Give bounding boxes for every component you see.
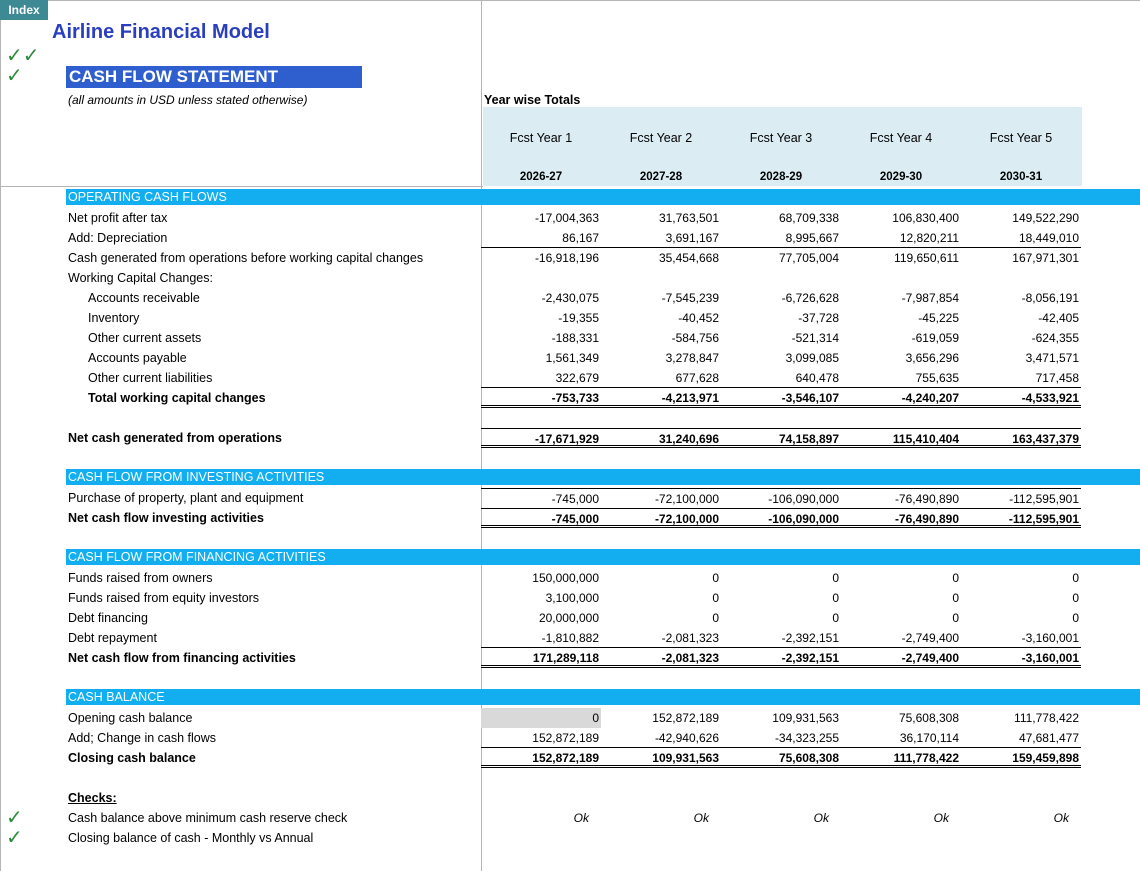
cell-cash-before-wc[interactable]: 167,971,301 — [1012, 251, 1079, 265]
year-header: 2028-29 — [759, 171, 803, 183]
cell-funds-owners[interactable]: 150,000,000 — [532, 571, 599, 585]
index-button[interactable]: Index — [0, 0, 48, 20]
cell-closing-cash[interactable]: 75,608,308 — [721, 748, 841, 768]
check-result: Ok — [573, 811, 589, 825]
cell-other-current-assets[interactable]: -188,331 — [551, 331, 599, 345]
cell-net-cash-ops[interactable]: 74,158,897 — [721, 428, 841, 448]
cell-inventory[interactable]: -19,355 — [558, 311, 599, 325]
cell-net-profit[interactable]: 149,522,290 — [1012, 211, 1079, 225]
row-label-funds-equity: Funds raised from equity investors — [68, 591, 260, 605]
year-header: 2027-28 — [639, 171, 683, 183]
check-icon: ✓ — [6, 827, 23, 849]
row-label-wc-changes: Working Capital Changes: — [68, 271, 213, 285]
cell-debt-repayment[interactable]: -2,749,400 — [841, 628, 961, 648]
cell-funds-equity[interactable]: 3,100,000 — [545, 591, 599, 605]
cell-depreciation[interactable]: 18,449,010 — [961, 228, 1081, 248]
row-label-net-investing: Net cash flow investing activities — [68, 511, 264, 525]
cell-other-current-liabilities[interactable]: 717,458 — [961, 368, 1081, 388]
cell-debt-financing[interactable]: 0 — [832, 611, 839, 625]
cell-inventory[interactable]: -40,452 — [678, 311, 719, 325]
cell-opening-cash[interactable]: 0 — [481, 708, 601, 728]
row-label-net-cash-ops: Net cash generated from operations — [68, 431, 282, 445]
cell-net-cash-ops[interactable]: -17,671,929 — [481, 428, 601, 448]
cell-net-financing[interactable]: -2,749,400 — [841, 648, 961, 668]
cell-accounts-receivable[interactable]: -8,056,191 — [1021, 291, 1079, 305]
cell-other-current-assets[interactable]: -584,756 — [671, 331, 719, 345]
cell-funds-owners[interactable]: 0 — [712, 571, 719, 585]
row-label-funds-owners: Funds raised from owners — [68, 571, 213, 585]
cell-change-cash[interactable]: 152,872,189 — [481, 728, 601, 748]
cell-other-current-assets[interactable]: -521,314 — [791, 331, 839, 345]
cell-depreciation[interactable]: 12,820,211 — [841, 228, 961, 248]
cell-other-current-liabilities[interactable]: 677,628 — [601, 368, 721, 388]
cell-other-current-liabilities[interactable]: 322,679 — [481, 368, 601, 388]
check-row-label: Cash balance above minimum cash reserve check — [68, 811, 348, 825]
column-header: Fcst Year 2 — [629, 131, 693, 145]
cell-depreciation[interactable]: 86,167 — [481, 228, 601, 248]
cell-change-cash[interactable]: -42,940,626 — [601, 728, 721, 748]
double-check-icon: ✓✓ — [6, 45, 40, 67]
check-result: Ok — [1053, 811, 1069, 825]
column-header: Fcst Year 4 — [869, 131, 933, 145]
left-border — [0, 0, 1, 871]
check-row-label: Closing balance of cash - Monthly vs Annual — [68, 831, 314, 845]
cell-closing-cash[interactable]: 109,931,563 — [601, 748, 721, 768]
cell-net-investing[interactable]: -112,595,901 — [961, 508, 1081, 528]
check-icon: ✓ — [6, 807, 23, 829]
cell-debt-financing[interactable]: 20,000,000 — [538, 611, 599, 625]
cell-total-wc[interactable]: -4,213,971 — [601, 388, 721, 408]
cell-debt-repayment[interactable]: -2,392,151 — [721, 628, 841, 648]
cell-ppe[interactable]: -72,100,000 — [601, 488, 721, 508]
page-subtitle: (all amounts in USD unless stated otherwise) — [68, 93, 308, 107]
cell-debt-financing[interactable]: 0 — [1072, 611, 1079, 625]
cell-debt-repayment[interactable]: -3,160,001 — [961, 628, 1081, 648]
cell-net-profit[interactable]: 31,763,501 — [658, 211, 719, 225]
cell-other-current-liabilities[interactable]: 755,635 — [841, 368, 961, 388]
column-header: Fcst Year 1 — [509, 131, 573, 145]
cell-cash-before-wc[interactable]: 77,705,004 — [778, 251, 839, 265]
cell-net-financing[interactable]: -2,392,151 — [721, 648, 841, 668]
row-label-debt-financing: Debt financing — [68, 611, 148, 625]
year-header: 2030-31 — [999, 171, 1043, 183]
row-label-cash-before-wc: Cash generated from operations before working capital changes — [68, 251, 424, 265]
section-label-investing: CASH FLOW FROM INVESTING ACTIVITIES — [68, 470, 325, 484]
row-label-net-profit: Net profit after tax — [68, 211, 168, 225]
cell-funds-owners[interactable]: 0 — [1072, 571, 1079, 585]
row-label-ppe: Purchase of property, plant and equipment — [68, 491, 304, 505]
cell-debt-financing[interactable]: 0 — [952, 611, 959, 625]
header-divider — [0, 186, 483, 187]
cell-cash-before-wc[interactable]: -16,918,196 — [534, 251, 599, 265]
cell-opening-cash[interactable]: 152,872,189 — [652, 711, 719, 725]
cell-debt-repayment[interactable]: -1,810,882 — [481, 628, 601, 648]
cell-accounts-payable[interactable]: 3,099,085 — [785, 351, 839, 365]
column-header: Fcst Year 5 — [989, 131, 1053, 145]
section-bar-cash_balance — [66, 689, 1140, 705]
cell-accounts-receivable[interactable]: -2,430,075 — [541, 291, 599, 305]
row-label-accounts-receivable: Accounts receivable — [88, 291, 200, 305]
cell-net-investing[interactable]: -745,000 — [481, 508, 601, 528]
row-label-opening-cash: Opening cash balance — [68, 711, 193, 725]
cell-total-wc[interactable]: -753,733 — [481, 388, 601, 408]
checks-title: Checks: — [68, 791, 117, 805]
check-result: Ok — [693, 811, 709, 825]
cell-ppe[interactable]: -112,595,901 — [961, 488, 1081, 508]
top-border — [0, 0, 1140, 1]
section-label-cash_balance: CASH BALANCE — [68, 690, 165, 704]
column-header: Fcst Year 3 — [749, 131, 813, 145]
cell-net-profit[interactable]: 106,830,400 — [892, 211, 959, 225]
cell-other-current-assets[interactable]: -619,059 — [911, 331, 959, 345]
section-label-financing: CASH FLOW FROM FINANCING ACTIVITIES — [68, 550, 326, 564]
cell-net-cash-ops[interactable]: 31,240,696 — [601, 428, 721, 448]
cell-cash-before-wc[interactable]: 119,650,611 — [894, 251, 959, 265]
cell-inventory[interactable]: -42,405 — [1038, 311, 1079, 325]
cell-other-current-liabilities[interactable]: 640,478 — [721, 368, 841, 388]
cell-change-cash[interactable]: -34,323,255 — [721, 728, 841, 748]
cell-total-wc[interactable]: -3,546,107 — [721, 388, 841, 408]
cell-depreciation[interactable]: 3,691,167 — [601, 228, 721, 248]
cell-accounts-payable[interactable]: 1,561,349 — [545, 351, 599, 365]
cell-debt-repayment[interactable]: -2,081,323 — [601, 628, 721, 648]
year-wise-label: Year wise Totals — [484, 93, 581, 107]
cell-net-financing[interactable]: -2,081,323 — [601, 648, 721, 668]
cell-accounts-payable[interactable]: 3,656,296 — [905, 351, 959, 365]
cell-inventory[interactable]: -37,728 — [798, 311, 839, 325]
cell-net-financing[interactable]: -3,160,001 — [961, 648, 1081, 668]
cell-net-cash-ops[interactable]: 115,410,404 — [841, 428, 961, 448]
cell-other-current-assets[interactable]: -624,355 — [1031, 331, 1079, 345]
cell-depreciation[interactable]: 8,995,667 — [721, 228, 841, 248]
row-label-depreciation: Add: Depreciation — [68, 231, 168, 245]
row-label-closing-cash: Closing cash balance — [68, 751, 196, 765]
cell-opening-cash[interactable]: 109,931,563 — [772, 711, 839, 725]
section-bar-operating — [66, 189, 1140, 205]
cell-accounts-receivable[interactable]: -7,545,239 — [661, 291, 719, 305]
cell-accounts-payable[interactable]: 3,278,847 — [665, 351, 719, 365]
app-title: Airline Financial Model — [52, 21, 270, 43]
cell-funds-owners[interactable]: 0 — [832, 571, 839, 585]
cell-net-investing[interactable]: -72,100,000 — [601, 508, 721, 528]
row-label-change-cash: Add; Change in cash flows — [68, 731, 217, 745]
cell-funds-equity[interactable]: 0 — [1072, 591, 1079, 605]
cell-opening-cash[interactable]: 75,608,308 — [898, 711, 959, 725]
cell-ppe[interactable]: -106,090,000 — [721, 488, 841, 508]
cell-closing-cash[interactable]: 159,459,898 — [961, 748, 1081, 768]
row-label-accounts-payable: Accounts payable — [88, 351, 187, 365]
cell-closing-cash[interactable]: 111,778,422 — [841, 748, 961, 768]
cell-funds-equity[interactable]: 0 — [712, 591, 719, 605]
cell-accounts-receivable[interactable]: -7,987,854 — [901, 291, 959, 305]
cell-net-profit[interactable]: -17,004,363 — [534, 211, 599, 225]
cell-accounts-receivable[interactable]: -6,726,628 — [781, 291, 839, 305]
cell-accounts-payable[interactable]: 3,471,571 — [1025, 351, 1079, 365]
cell-net-investing[interactable]: -106,090,000 — [721, 508, 841, 528]
cell-net-cash-ops[interactable]: 163,437,379 — [961, 428, 1081, 448]
cell-change-cash[interactable]: 47,681,477 — [961, 728, 1081, 748]
row-label-other-current-liabilities: Other current liabilities — [88, 371, 213, 385]
cell-funds-equity[interactable]: 0 — [832, 591, 839, 605]
check-result: Ok — [933, 811, 949, 825]
row-label-net-financing: Net cash flow from financing activities — [68, 651, 296, 665]
cell-funds-equity[interactable]: 0 — [952, 591, 959, 605]
cell-total-wc[interactable]: -4,533,921 — [961, 388, 1081, 408]
cell-opening-cash[interactable]: 111,778,422 — [1014, 711, 1079, 725]
row-label-debt-repayment: Debt repayment — [68, 631, 157, 645]
cell-net-investing[interactable]: -76,490,890 — [841, 508, 961, 528]
check-result: Ok — [813, 811, 829, 825]
section-label-operating: OPERATING CASH FLOWS — [68, 190, 227, 204]
cell-total-wc[interactable]: -4,240,207 — [841, 388, 961, 408]
cell-closing-cash[interactable]: 152,872,189 — [481, 748, 601, 768]
page-title: CASH FLOW STATEMENT — [66, 66, 362, 88]
cell-ppe[interactable]: -76,490,890 — [841, 488, 961, 508]
cell-net-financing[interactable]: 171,289,118 — [481, 648, 601, 668]
year-header: 2029-30 — [879, 171, 923, 183]
cell-funds-owners[interactable]: 0 — [952, 571, 959, 585]
cell-ppe[interactable]: -745,000 — [481, 488, 601, 508]
cell-cash-before-wc[interactable]: 35,454,668 — [658, 251, 719, 265]
check-icon: ✓ — [6, 65, 23, 87]
row-label-total-wc: Total working capital changes — [88, 391, 266, 405]
cell-inventory[interactable]: -45,225 — [918, 311, 959, 325]
cell-debt-financing[interactable]: 0 — [712, 611, 719, 625]
row-label-other-current-assets: Other current assets — [88, 331, 202, 345]
year-header: 2026-27 — [519, 171, 563, 183]
cell-net-profit[interactable]: 68,709,338 — [778, 211, 839, 225]
cell-change-cash[interactable]: 36,170,114 — [841, 728, 961, 748]
row-label-inventory: Inventory — [88, 311, 140, 325]
